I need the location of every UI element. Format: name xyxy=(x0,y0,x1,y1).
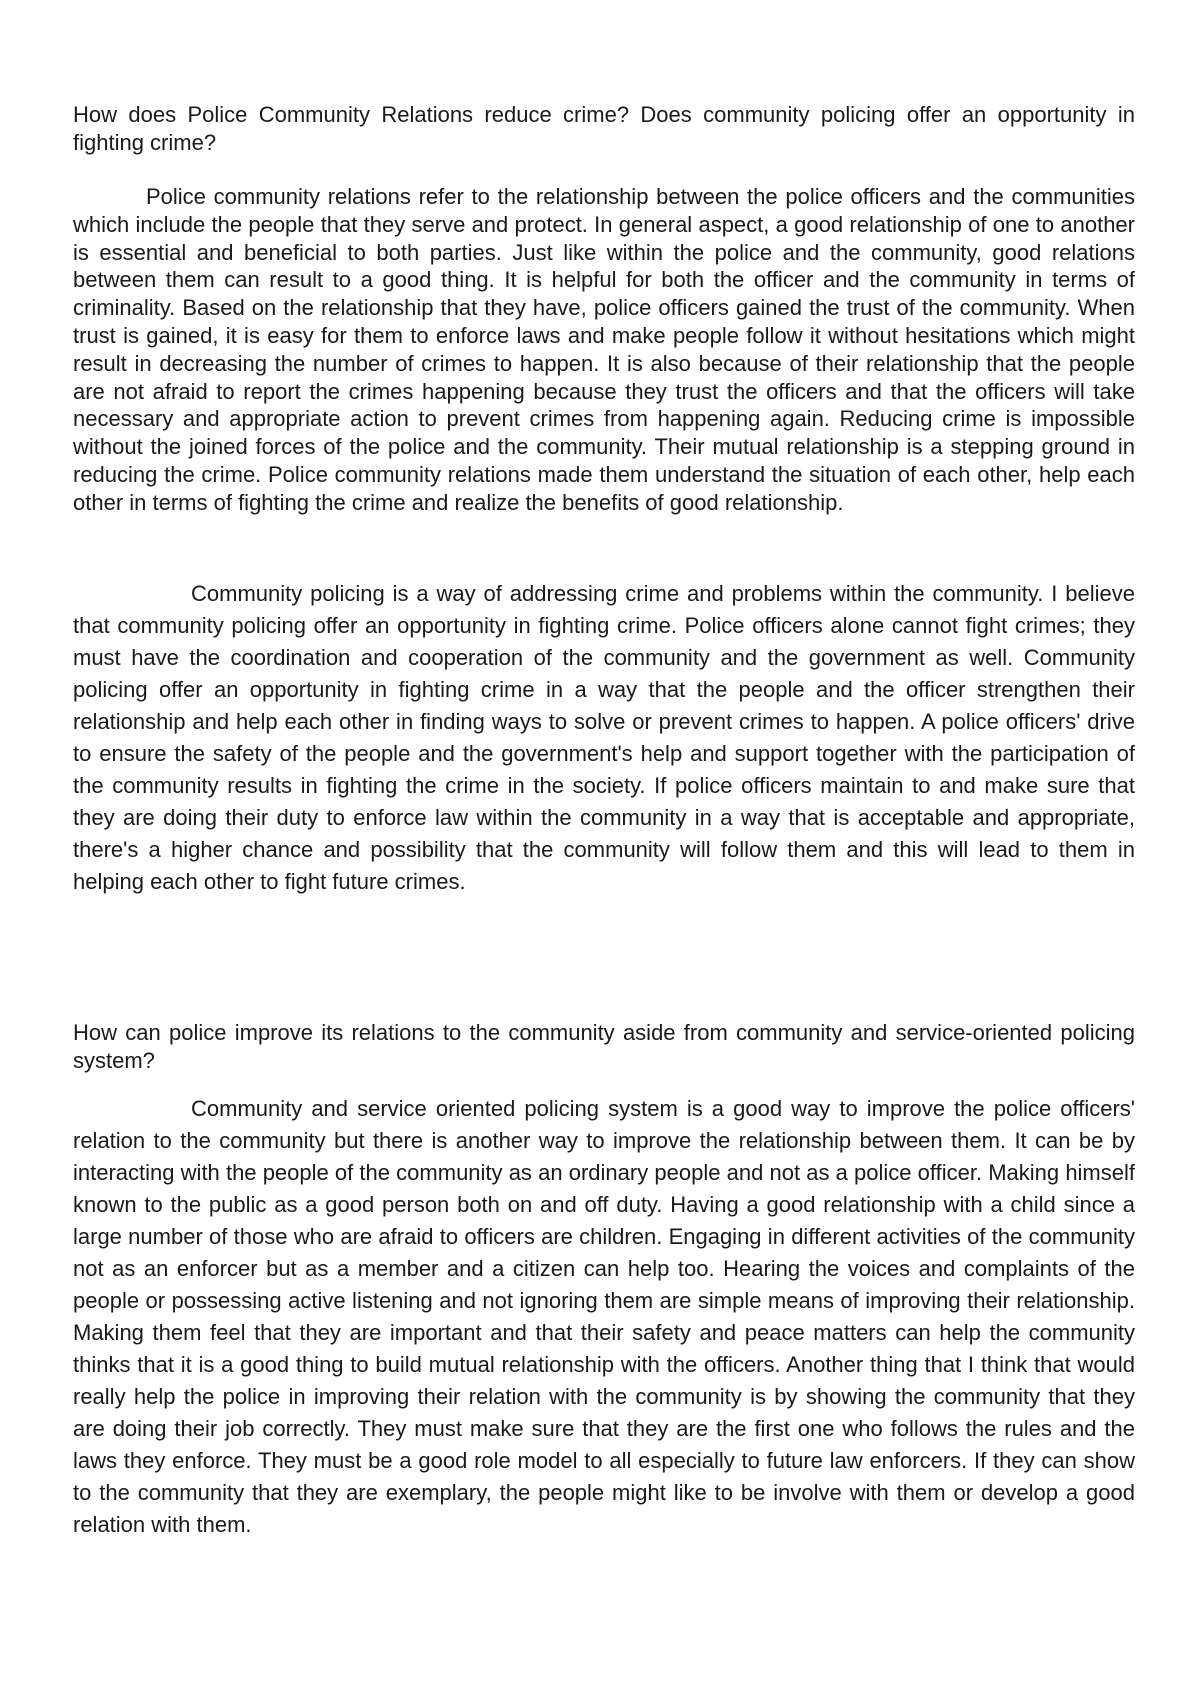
question-1: How does Police Community Relations reduce crime? Does community policing offer an opportunity in fighting crime? xyxy=(73,102,1135,155)
question-2: How can police improve its relations to the community aside from community and service-oriented policing system? xyxy=(73,1020,1135,1073)
answer-2-paragraph-1: Community and service oriented policing system is a good way to improve the police officers' relation to the community but there is another way to improve the relationship between them. It can be by interacting with the people of the community as an ordinary people and not as a police officer. Making himself known to the public as a good person both on and off duty. Having a good relationship with a child since a large number of those who are afraid to officers are children. Engaging in different activities of the community not as an enforcer but as a member and a citizen can help too. Hearing the voices and complaints of the people or possessing active listening and not ignoring them are simple means of improving their relationship. Making them feel that they are important and that their safety and peace matters can help the community thinks that it is a good thing to build mutual relationship with the officers. Another thing that I think that would really help the police in improving their relation with the community is by showing the community that they are doing their job correctly. They must make sure that they are the first one who follows the rules and the laws they enforce. They must be a good role model to all especially to future law enforcers. If they can show to the community that they are exemplary, the people might like to be involve with them or develop a good relation with them. xyxy=(73,1096,1135,1537)
answer-1-paragraph-1: Police community relations refer to the relationship between the police officers and the communities which include the people that they serve and protect. In general aspect, a good relationship of one to another is essential and beneficial to both parties. Just like within the police and the community, good relations between them can result to a good thing. It is helpful for both the officer and the community in terms of criminality. Based on the relationship that they have, police officers gained the trust of the community. When trust is gained, it is easy for them to enforce laws and make people follow it without hesitations which might result in decreasing the number of crimes to happen. It is also because of their relationship that the people are not afraid to report the crimes happening because they trust the officers and that the officers will take necessary and appropriate action to prevent crimes from happening again. Reducing crime is impossible without the joined forces of the police and the community. Their mutual relationship is a stepping ground in reducing the crime. Police community relations made them understand the situation of each other, help each other in terms of fighting the crime and realize the benefits of good relationship. xyxy=(73,184,1135,515)
answer-1-paragraph-2: Community policing is a way of addressing crime and problems within the community. I believe that community policing offer an opportunity in fighting crime. Police officers alone cannot fight crimes; they must have the coordination and cooperation of the community and the government as well. Community policing offer an opportunity in fighting crime in a way that the people and the officer strengthen their relationship and help each other in finding ways to solve or prevent crimes to happen. A police officers' drive to ensure the safety of the people and the government's help and support together with the participation of the community results in fighting the crime in the society. If police officers maintain to and make sure that they are doing their duty to enforce law within the community in a way that is acceptable and appropriate, there's a higher chance and possibility that the community will follow them and this will lead to them in helping each other to fight future crimes. xyxy=(73,581,1135,894)
